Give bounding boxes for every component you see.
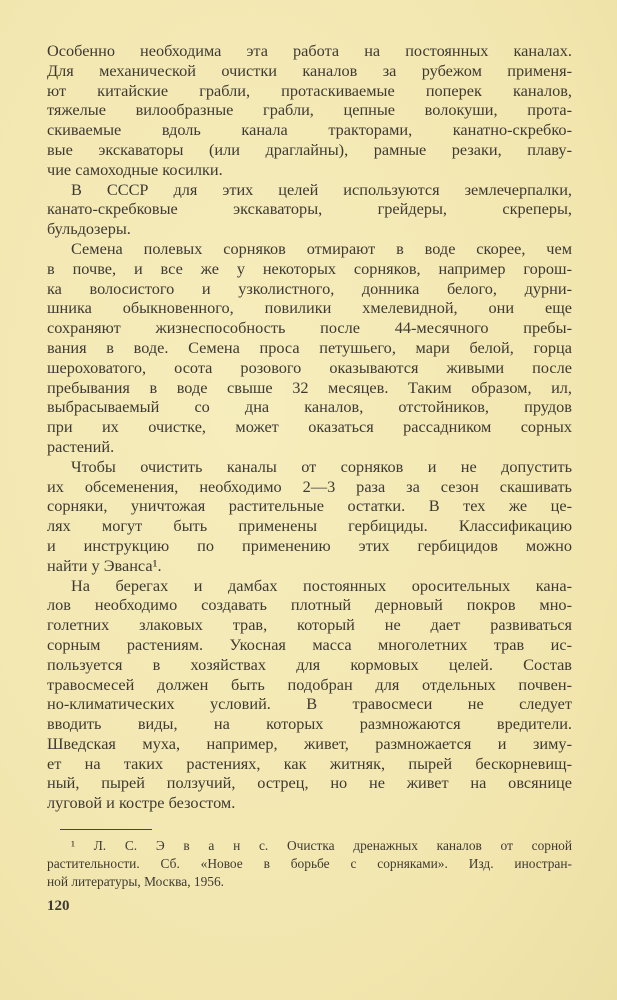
paragraph — [47, 41, 572, 180]
text-line: Для механической очистки каналов за рубежом применя- — [47, 60, 572, 80]
text-line: вводить виды, на которых размножаются вредители. — [47, 714, 572, 734]
text-line: ют китайские грабли, протаскиваемые поперек каналов, — [47, 80, 572, 100]
text-line: травосмесей должен быть подобран для отдельных почвен- — [47, 674, 572, 694]
text-line: В СССР для этих целей используются землечерпалки, — [71, 179, 572, 199]
text-line: ет на таких растениях, как житняк, пырей бескорневищ- — [47, 753, 572, 773]
text-line: тяжелые вилообразные грабли, цепные волокуши, прота- — [47, 100, 572, 120]
text-line: бульдозеры. — [47, 219, 131, 239]
text-line: ка волосистого и узколистного, донника белого, дурни- — [47, 278, 572, 298]
text-line: пользуется в хозяйствах для кормовых целей. Состав — [47, 654, 572, 674]
footnote-line: растительности. Сб. «Новое в борьбе с сорняками». Изд. иностран- — [47, 855, 572, 871]
footnote-line: ной литературы, Москва, 1956. — [47, 873, 225, 889]
footnote-line: ¹ Л. С. Э в а н с. Очистка дренажных каналов от сорной — [71, 838, 572, 853]
text-line: чие самоходные косилки. — [47, 159, 223, 179]
text-line: но-климатических условий. В травосмеси не следует — [47, 694, 572, 714]
text-line: найти у Эванса¹. — [47, 555, 162, 575]
text-line: растений. — [47, 436, 115, 456]
footnote-divider — [60, 829, 152, 830]
text-line: шника обыкновенного, повилики хмелевидной, они еще — [47, 298, 572, 318]
text-line: луговой и костре безостом. — [47, 793, 236, 813]
text-line: На берегах и дамбах постоянных оросительных кана- — [71, 575, 572, 595]
paragraph — [47, 239, 572, 457]
text-line: Особенно необходима эта работа на постоянных каналах. — [47, 41, 572, 60]
text-line: шероховатого, осота розового оказываются живыми после — [47, 357, 572, 377]
text-line: их обсеменения, необходимо 2—3 раза за сезон скашивать — [47, 476, 572, 496]
text-line: вые экскаваторы (или драглайны), рамные резаки, плаву- — [47, 139, 572, 159]
footnote — [47, 837, 572, 890]
text-line: лях могут быть применены гербициды. Классификацию — [47, 516, 572, 536]
text-line: пребывания в воде свыше 32 месяцев. Таким образом, ил, — [47, 377, 572, 397]
text-line: выбрасываемый со дна каналов, отстойников, прудов — [47, 397, 572, 417]
paragraph — [47, 576, 572, 814]
text-line: и инструкцию по применению этих гербицидов можно — [47, 535, 572, 555]
text-line: канато-скребковые экскаваторы, грейдеры, скреперы, — [47, 199, 572, 219]
text-line: Чтобы очистить каналы от сорняков и не допустить — [71, 456, 572, 476]
text-line: вания в воде. Семена проса петушьего, мари белой, горца — [47, 337, 572, 357]
text-line: Семена полевых сорняков отмирают в воде скорее, чем — [71, 238, 572, 258]
text-line: Шведская муха, например, живет, размножается и зиму- — [47, 733, 572, 753]
body-text — [47, 41, 572, 813]
text-line: сорным растениям. Укосная масса многолетних трав ис- — [47, 634, 572, 654]
text-line: лов необходимо создавать плотный дерновый покров мно- — [47, 595, 572, 615]
paragraph — [47, 457, 572, 576]
text-line: при их очистке, может оказаться рассадником сорных — [47, 417, 572, 437]
page-number: 120 — [47, 898, 70, 914]
text-line: голетних злаковых трав, который не дает развиваться — [47, 615, 572, 635]
text-line: в почве, и все же у некоторых сорняков, например горош- — [47, 258, 572, 278]
text-line: ный, пырей ползучий, острец, но не живет на овсянице — [47, 773, 572, 793]
text-line: сорняки, уничтожая растительные остатки. В тех же це- — [47, 496, 572, 516]
paragraph — [47, 180, 572, 239]
text-line: сохраняют жизнеспособность после 44-месячного пребы- — [47, 318, 572, 338]
text-line: скиваемые вдоль канала тракторами, канатно-скребко- — [47, 120, 572, 140]
